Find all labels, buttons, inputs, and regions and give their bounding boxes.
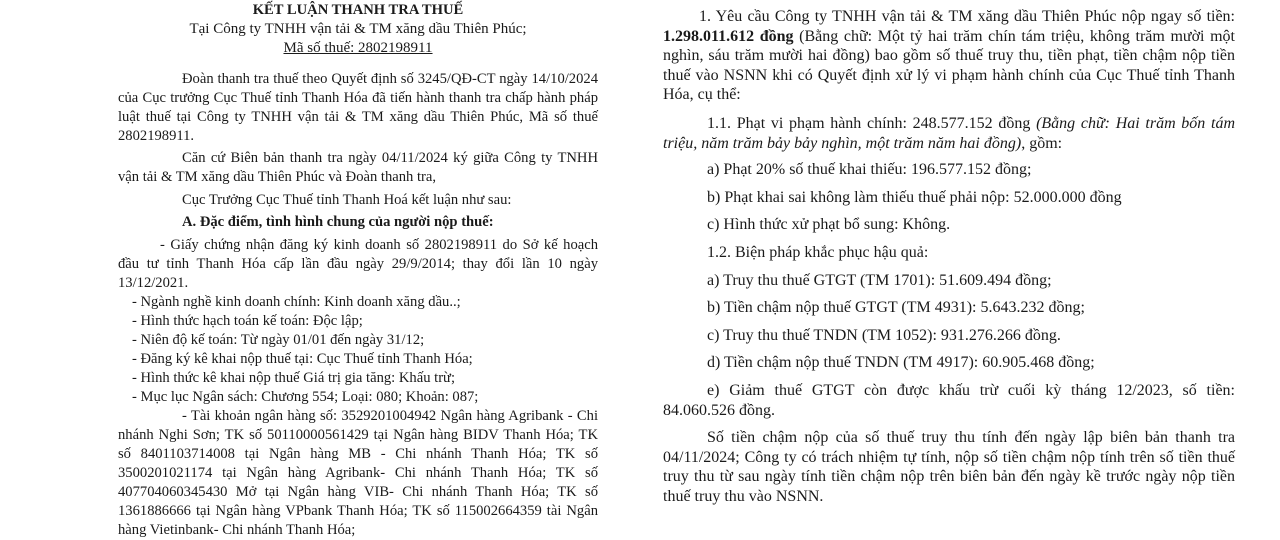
list-item: - Hình thức hạch toán kế toán: Độc lập; — [132, 313, 363, 329]
tax-code: Mã số thuế: 2802198911 — [283, 40, 433, 56]
remedial-item: b) Tiền chậm nộp thuế GTGT (TM 4931): 5.643.232 đồng; — [707, 299, 1085, 317]
list-item: - Niên độ kế toán: Từ ngày 01/01 đến ngày 31/12; — [132, 332, 425, 348]
remedial-item: a) Truy thu thuế GTGT (TM 1701): 51.609.494 đồng; — [707, 271, 1052, 289]
remedial-item: d) Tiền chậm nộp thuế TNDN (TM 4917): 60.905.468 đồng; — [707, 354, 1095, 372]
remedial-measures-heading: 1.2. Biện pháp khắc phục hậu quả: — [707, 243, 929, 261]
document-header — [118, 1, 598, 58]
penalty-item: c) Hình thức xử phạt bổ sung: Không. — [707, 216, 951, 234]
penalty-suffix: , gồm: — [1021, 134, 1063, 152]
payment-request-text: 1. Yêu cầu Công ty TNHH vận tải & TM xăng dầu Thiên Phúc nộp ngay số tiền: — [699, 8, 1235, 25]
payment-request-detail: (Bằng chữ: Một tỷ hai trăm chín tám triệu, không trăm mười một nghìn, sáu trăm mười hai đồng) bao gồm số thuế truy thu, tiền phạt, tiền chậm nộp tiền thuế vào NSNN khi có Quyết định xử lý vi phạm hành chính của Cục Thuế tỉnh Thanh Hóa, cụ thể: — [663, 27, 1235, 104]
list-item: - Mục lục Ngân sách: Chương 554; Loại: 080; Khoản: 087; — [132, 389, 479, 405]
administrative-penalty — [663, 114, 1235, 153]
paragraph-inspection-decision: Đoàn thanh tra thuế theo Quyết định số 3245/QĐ-CT ngày 14/10/2024 của Cục trưởng Cục Thuế tỉnh Thanh Hóa đã tiến hành thanh tra chấp hành pháp luật thuế tại Công ty TNHH vận tải & TM xăng dầu Thiên Phúc, Mã số thuế 2802198911. — [118, 71, 598, 144]
right-column — [663, 0, 1235, 506]
penalty-item: b) Phạt khai sai không làm thiếu thuế phải nộp: 52.000.000 đồng — [707, 188, 1122, 206]
paragraph-inspection-record: Căn cứ Biên bản thanh tra ngày 04/11/2024 ký giữa Công ty TNHH vận tải & TM xăng dầu Thiên Phúc và Đoàn thanh tra, — [118, 150, 598, 185]
remedial-item-e: e) Giảm thuế GTGT còn được khấu trừ cuối kỳ tháng 12/2023, số tiền: 84.060.526 đồng. — [663, 381, 1235, 419]
total-amount: 1.298.011.612 đồng — [663, 27, 794, 45]
list-item: - Đăng ký kê khai nộp thuế tại: Cục Thuế tỉnh Thanh Hóa; — [132, 351, 473, 367]
left-column — [118, 0, 598, 540]
document-title: KẾT LUẬN THANH TRA THUẾ — [252, 2, 464, 18]
remedial-item: c) Truy thu thuế TNDN (TM 1052): 931.276.266 đồng. — [707, 326, 1061, 344]
penalty-words: (Bằng chữ: Hai trăm bốn tám triệu, năm trăm bảy bảy nghìn, một trăm năm hai đồng) — [663, 114, 1236, 152]
penalty-amount: 1.1. Phạt vi phạm hành chính: 248.577.152 đồng — [707, 114, 1037, 132]
company-subtitle: Tại Công ty TNHH vận tải & TM xăng dầu Thiên Phúc; — [189, 21, 527, 37]
bank-accounts: - Tài khoản ngân hàng số: 3529201004942 Ngân hàng Agribank - Chi nhánh Nghi Sơn; TK số 50110000561429 tại Ngân hàng BIDV Thanh Hóa; TK số 8401103714008 tại Ngân hàng MB - Chi nhánh Thanh Hóa; TK số 3500201021174 tại Ngân hàng Agribank- Chi nhánh Thanh Hóa; TK số 407704060345430 Mở tại Ngân hàng VIB- Chi nhánh Thanh Hóa; TK số 1361886666 tại Ngân hàng VPbank Thanh Hóa; TK số 115002664359 tài Ngân hàng Vietinbank- Chi nhánh Thanh Hóa; — [118, 408, 598, 538]
late-payment-note: Số tiền chậm nộp của số thuế truy thu tính đến ngày lập biên bản thanh tra 04/11/2024; Công ty có trách nhiệm tự tính, nộp số tiền chậm nộp tính trên số tiền thuế truy thu từ sau ngày tính tiền chậm nộp trên biên bản đến ngày kề trước ngày nộp tiền thuế truy thu vào NSNN. — [663, 429, 1235, 505]
list-item: - Hình thức kê khai nộp thuế Giá trị gia tăng: Khấu trừ; — [132, 370, 456, 386]
section-a-heading: A. Đặc điểm, tình hình chung của người nộp thuế: — [182, 214, 494, 230]
paragraph-conclusion-intro: Cục Trưởng Cục Thuế tỉnh Thanh Hoá kết luận như sau: — [182, 192, 512, 208]
list-item: - Ngành nghề kinh doanh chính: Kinh doanh xăng dầu..; — [132, 294, 461, 310]
penalty-item: a) Phạt 20% số thuế khai thiếu: 196.577.152 đồng; — [707, 161, 1032, 179]
company-details-list — [118, 293, 598, 407]
business-license: - Giấy chứng nhận đăng ký kinh doanh số 2802198911 do Sở kế hoạch đầu tư tỉnh Thanh Hóa cấp lần đầu ngày 29/9/2014; thay đổi lần 10 ngày 13/12/2021. — [118, 237, 598, 291]
payment-request — [663, 7, 1235, 105]
